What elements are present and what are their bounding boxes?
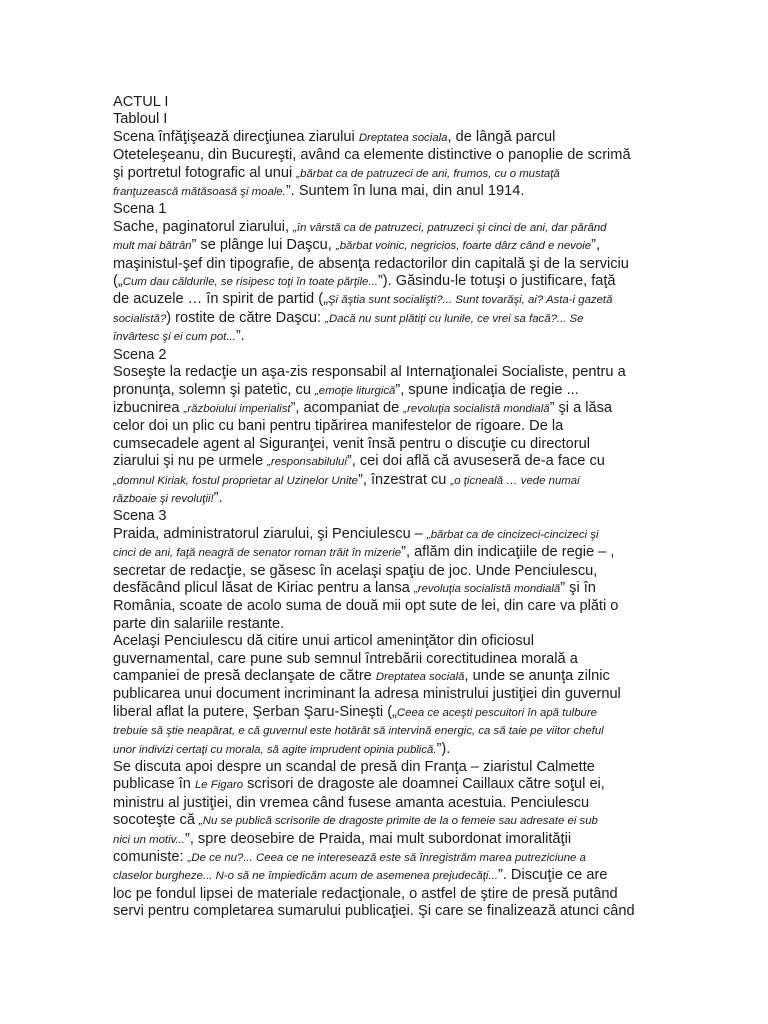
text-line [113,812,725,830]
text-segment: ”). Găsindu-le totuşi o justificare, faţă [377,273,616,290]
text-line [113,831,725,849]
text-segment: liberal aflat la putere, Şerban Şaru-Sineşti („ [113,703,397,720]
text-segment: guvernamental, care pune sub semnul întrebării corectitudinea morală a [113,650,578,667]
document-page [113,94,725,921]
italic-quote-segment: „războiului imperialist [183,402,291,415]
text-line [113,291,725,309]
text-line [113,651,725,668]
text-segment: Praida, administratorul ziarului, şi Penciulescu – [113,525,427,542]
text-segment: , de lângă parcul [447,128,556,145]
italic-quote-segment: „Nu se publică scrisorile de dragoste primite de la o femeie sau adresate ei sub [199,815,598,828]
text-segment: pronunţa, solemn şi patetic, cu [113,381,315,398]
text-line [113,903,725,920]
text-line [113,418,725,435]
text-line [113,400,725,418]
text-line [113,867,725,885]
text-segment: ministru al justiţiei, din vremea când fusese amanta acestuia. Penciulescu [113,794,590,811]
text-segment: Scena înfăţişează direcţiunea ziarului [113,128,359,145]
text-segment: ”. [213,489,223,506]
text-segment: şi portretul fotografic al unui [113,164,297,181]
italic-quote-segment: Dreptatea sociala [358,131,448,144]
text-line [113,183,725,201]
text-segment: secretar de redacţie, se găsesc în acelaşi spaţiu de joc. Unde Penciulescu, [113,562,598,579]
text-segment: Sache, paginatorul ziarului, [113,218,294,235]
italic-quote-segment: Le Figaro [194,779,244,792]
italic-quote-segment: războaie şi revoluţii! [113,492,214,505]
text-segment: Se discuta apoi despre un scandal de presă din Franţa – ziaristul Calmette [113,759,595,776]
text-segment: ”, aflăm din indicaţiile de regie – , [401,544,615,561]
text-line [113,237,725,255]
text-segment: ” şi a lăsa [549,399,613,416]
text-line [113,741,725,759]
text-line [113,490,725,508]
italic-quote-segment: „emoţie liturgică [315,384,396,397]
text-line [113,795,725,812]
italic-quote-segment: „revoluţia socialistă mondială [413,582,561,595]
text-segment: cumsecadele agent al Siguranţei, venit însă pentru o discuţie cu directorul [113,435,591,452]
text-line [113,668,725,686]
text-line [113,273,725,291]
text-segment: Soseşte la redacţie un aşa-zis responsabil al Internaţionalei Socialiste, pentru a [113,364,626,381]
text-line [113,759,725,776]
text-segment: ”). [436,740,451,757]
italic-quote-segment: „Dacă nu sunt plătiţi cu lunile, ce vrei sa facă?... Se [325,312,584,325]
text-line [113,633,725,650]
text-segment: loc pe fondul lipsei de materiale redacţionale, o astfel de ştire de presă putând [113,885,618,902]
text-line [113,111,725,128]
text-segment: ACTUL I [113,94,169,110]
text-segment: ”. Discuţie ce are [497,867,608,884]
text-segment: servi pentru completarea sumarului publicaţiei. Şi care se finalizează atunci când [113,903,635,920]
text-segment: ” şi în [560,579,596,596]
text-segment: Scena 3 [113,508,167,525]
text-line [113,598,725,615]
text-line [113,382,725,400]
italic-quote-segment: Ceea ce aceşti pescuitori în apă tulbure [396,706,598,719]
italic-quote-segment: „bărbat voinic, negricios, foarte dârz când e nevoie [335,240,592,253]
text-line [113,508,725,525]
text-segment: ”. Suntem în luna mai, din anul 1914. [285,183,525,200]
italic-quote-segment: Şi ăştia sunt socialişti?... Sunt tovarăşi, ai? Asta-i gazetă [327,294,613,307]
text-line [113,219,725,237]
text-segment: ”, acompaniat de [290,399,404,416]
italic-quote-segment: claselor burgheze... N-o să ne împiedicăm acum de asemenea prejudecăţi... [113,870,498,883]
text-line [113,616,725,633]
italic-quote-segment: Dreptatea socială [375,671,465,683]
text-segment: izbucnirea [113,399,184,416]
text-line [113,436,725,453]
text-line [113,328,725,346]
text-line [113,147,725,164]
text-segment: desfăcând plicul lăsat de Kiriac pentru a lansa [113,579,414,596]
text-segment: ) rostite de către Daşcu: [166,309,326,326]
text-segment: ziarului şi nu pe urmele [113,453,268,470]
text-line [113,310,725,328]
text-segment: socoteşte că [113,812,199,829]
text-segment: ”, înzestrat cu [358,471,451,488]
text-line [113,94,725,111]
text-segment: Oteteleşeanu, din Bucureşti, având ca elemente distinctive o panoplie de scrimă [113,147,631,164]
text-segment: comuniste: [113,849,188,866]
text-line [113,849,725,867]
italic-quote-segment: cinci de ani, faţă neagră de senator roman trăit în mizerie [113,547,402,560]
text-line [113,453,725,471]
text-line [113,776,725,794]
text-line [113,686,725,703]
text-line [113,347,725,364]
text-line [113,526,725,544]
italic-quote-segment: „responsabilului [267,456,347,469]
text-line [113,129,725,147]
italic-quote-segment: franţuzească mătăsoasă şi moale. [113,186,286,199]
text-segment: ”. [235,328,245,345]
text-segment: ”, spune indicaţia de regie ... [395,381,579,398]
italic-quote-segment: „bărbat ca de cincizeci-cincizeci şi [426,528,599,541]
text-segment: ”, spre deosebire de Praida, mai mult subordonat imoralităţii [184,830,572,847]
text-line [113,544,725,562]
italic-quote-segment: unor indivizi certaţi cu morala, să agite imprudent opinia publică. [113,743,437,756]
text-line [113,201,725,218]
text-line [113,580,725,598]
text-segment: România, scoate de acolo suma de două mii opt sute de lei, din care va plăti o [113,598,619,615]
text-segment: ” se plânge lui Daşcu, [191,237,336,254]
text-line [113,165,725,183]
text-line [113,886,725,903]
text-line [113,563,725,580]
italic-quote-segment: „domnul Kiriak, fostul proprietar al Uzinelor Unite [113,474,358,487]
text-segment: de acuzele … în spirit de partid („ [113,291,328,308]
text-segment: celor doi un plic cu bani pentru tipărirea manifestelor de rigoare. De la [113,418,564,435]
italic-quote-segment: Cum dau căldurile, se risipesc toţi în toate părţile... [122,276,378,289]
italic-quote-segment: „o ţicneală … vede numai [450,474,580,487]
italic-quote-segment: mult mai bătrân [113,240,192,253]
text-line [113,704,725,722]
text-segment: Tabloul I [113,111,168,128]
italic-quote-segment: „revoluţia socialistă mondială [403,402,550,415]
text-segment: Acelaşi Penciulescu dă citire unui articol ameninţător din oficiosul [113,633,535,650]
text-segment: parte din salariile restante. [113,615,285,632]
italic-quote-segment: nici un motiv... [113,833,185,846]
text-segment: ”, cei doi află că avuseseră de-a face cu [346,453,605,470]
text-line [113,472,725,490]
italic-quote-segment: învârtesc şi ei cum pot... [113,331,236,344]
italic-quote-segment: socialistă? [113,312,167,325]
text-segment: publicase în [113,776,195,793]
text-segment: campaniei de presă declanşate de către [113,668,376,684]
italic-quote-segment: „în vârstă ca de patruzeci, patruzeci şi cinci de ani, dar părând [293,221,607,234]
text-line [113,364,725,381]
italic-quote-segment: „bărbat ca de patruzeci de ani, frumos, cu o mustaţă [296,167,560,180]
italic-quote-segment: trebuie să ştie neapărat, e că guvernul este hotărât să intervină energic, ca să taie pe viitor cheful [113,725,604,738]
text-segment: Scena 1 [113,201,167,218]
text-line [113,256,725,273]
italic-quote-segment: „De ce nu?... Ceea ce ne interesează este să înregistrăm marea putreziciune a [187,852,586,865]
text-segment: maşinistul-şef din tipografie, de absenţa redactorilor din capitală şi de la serviciu [113,255,629,272]
text-segment: Scena 2 [113,346,167,363]
text-segment: , unde se anunţa zilnic [464,668,610,684]
text-segment: scrisori de dragoste ale doamnei Caillaux către soţul ei, [243,776,605,793]
text-segment: publicarea unui document incriminant la adresa ministrului justiţiei din guvernul [113,686,621,703]
text-line [113,722,725,740]
text-segment: („ [113,273,123,290]
text-segment: ”, [591,237,600,254]
